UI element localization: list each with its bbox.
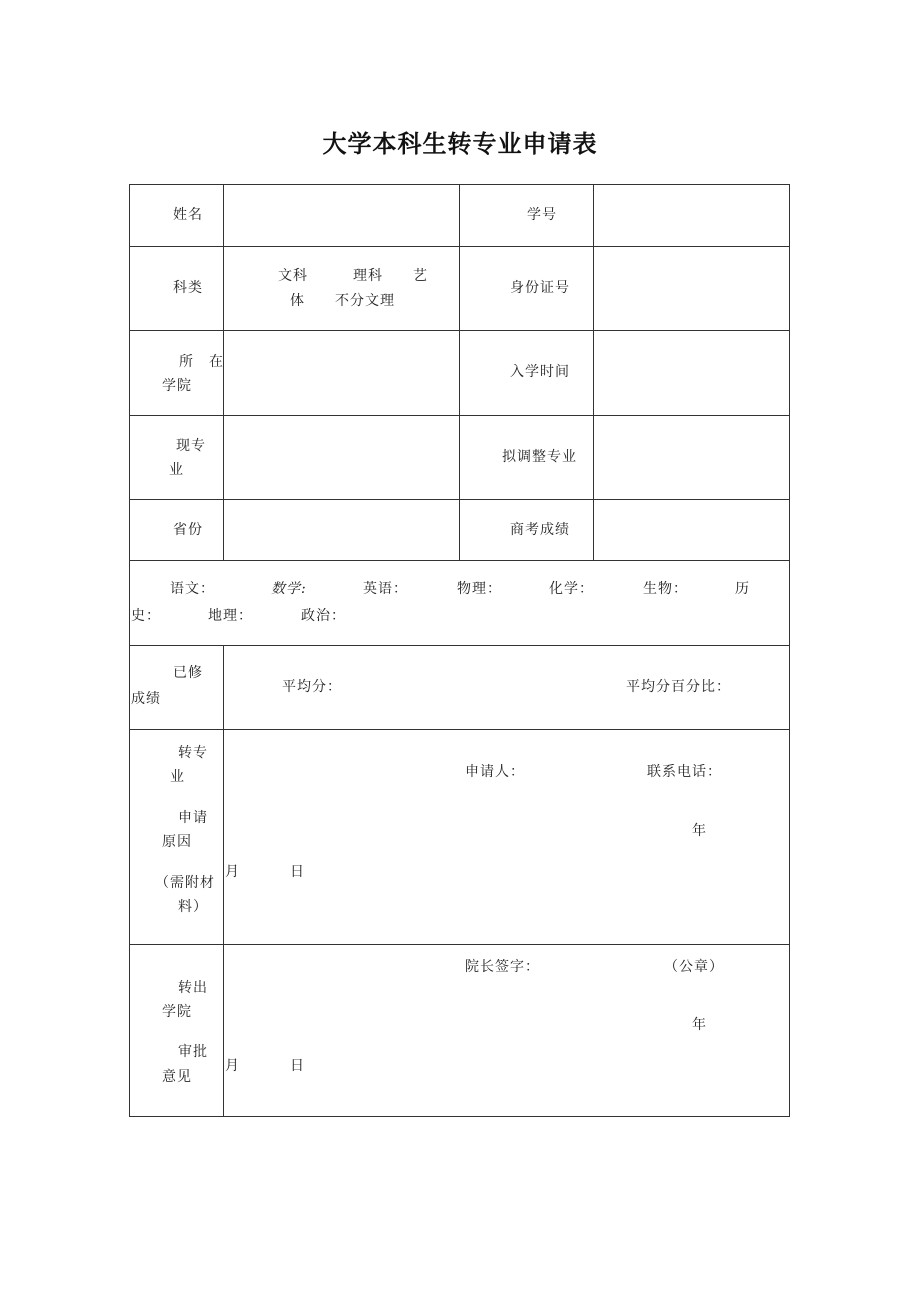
date-month: 月 (225, 1058, 240, 1074)
approval-label: 审批 (178, 1044, 208, 1060)
average-score[interactable]: 平均分： (282, 679, 342, 695)
page-title: 大学本科生转专业申请表 (322, 130, 598, 158)
current-major-field[interactable] (225, 416, 457, 498)
id-card-label: 身份证号 (510, 280, 570, 296)
province-field[interactable] (225, 500, 457, 558)
reason-label: 料） (178, 899, 208, 915)
reason-label: （需附材 (155, 875, 215, 891)
college-label: 学院 (162, 378, 192, 394)
category-options-line2[interactable]: 体 不分文理 (290, 293, 395, 309)
exam-score-field[interactable] (594, 500, 788, 558)
student-id-field[interactable] (594, 186, 788, 244)
contact-phone[interactable]: 联系电话： (647, 764, 722, 780)
date-year: 年 (692, 823, 707, 839)
approval-label: 转出 (178, 980, 208, 996)
date-day: 日 (290, 864, 305, 880)
college-label: 所 在 (179, 354, 224, 370)
average-percentile[interactable]: 平均分百分比： (626, 679, 731, 695)
approval-label: 意见 (162, 1069, 192, 1085)
history-score[interactable]: 历 (735, 581, 750, 597)
date-month: 月 (225, 864, 240, 880)
category-label: 科类 (173, 280, 203, 296)
current-major-label: 业 (169, 462, 184, 478)
enroll-time-field[interactable] (594, 331, 788, 413)
biology-score[interactable]: 生物： (643, 581, 688, 597)
physics-score[interactable]: 物理： (457, 581, 502, 597)
target-major-field[interactable] (594, 416, 788, 498)
college-field[interactable] (225, 331, 457, 413)
row-divider (130, 944, 789, 945)
enroll-time-label: 入学时间 (510, 364, 570, 380)
math-score[interactable]: 数学: (271, 581, 307, 597)
target-major-label: 拟调整专业 (502, 449, 577, 465)
reason-label: 申请 (178, 810, 208, 826)
category-options-line1[interactable]: 文科 理科 艺 (278, 268, 428, 284)
student-id-label: 学号 (527, 207, 557, 223)
date-year: 年 (692, 1017, 707, 1033)
reason-label: 转专 (178, 745, 208, 761)
province-label: 省份 (173, 522, 203, 538)
approval-label: 学院 (162, 1004, 192, 1020)
applicant-signature[interactable]: 申请人： (465, 764, 525, 780)
reason-label: 业 (170, 769, 185, 785)
dean-signature[interactable]: 院长签字： (465, 959, 540, 975)
column-divider (223, 645, 224, 1117)
column-divider (459, 185, 460, 561)
chemistry-score[interactable]: 化学： (549, 581, 594, 597)
id-card-field[interactable] (594, 247, 788, 329)
exam-score-label: 商考成绩 (510, 522, 570, 538)
reason-label: 原因 (162, 834, 192, 850)
official-seal: （公章） (664, 959, 724, 975)
date-day: 日 (290, 1058, 305, 1074)
grades-label: 成绩 (131, 691, 161, 707)
name-field[interactable] (225, 186, 457, 244)
grades-label: 已修 (173, 665, 203, 681)
english-score[interactable]: 英语： (363, 581, 408, 597)
column-divider (223, 185, 224, 561)
politics-score[interactable]: 政治： (301, 608, 346, 624)
current-major-label: 现专 (176, 438, 206, 454)
name-label: 姓名 (173, 207, 203, 223)
history-score: 史： (131, 608, 161, 624)
row-divider (130, 645, 789, 646)
geography-score[interactable]: 地理： (208, 608, 253, 624)
chinese-score[interactable]: 语文： (170, 581, 215, 597)
row-divider (130, 729, 789, 730)
